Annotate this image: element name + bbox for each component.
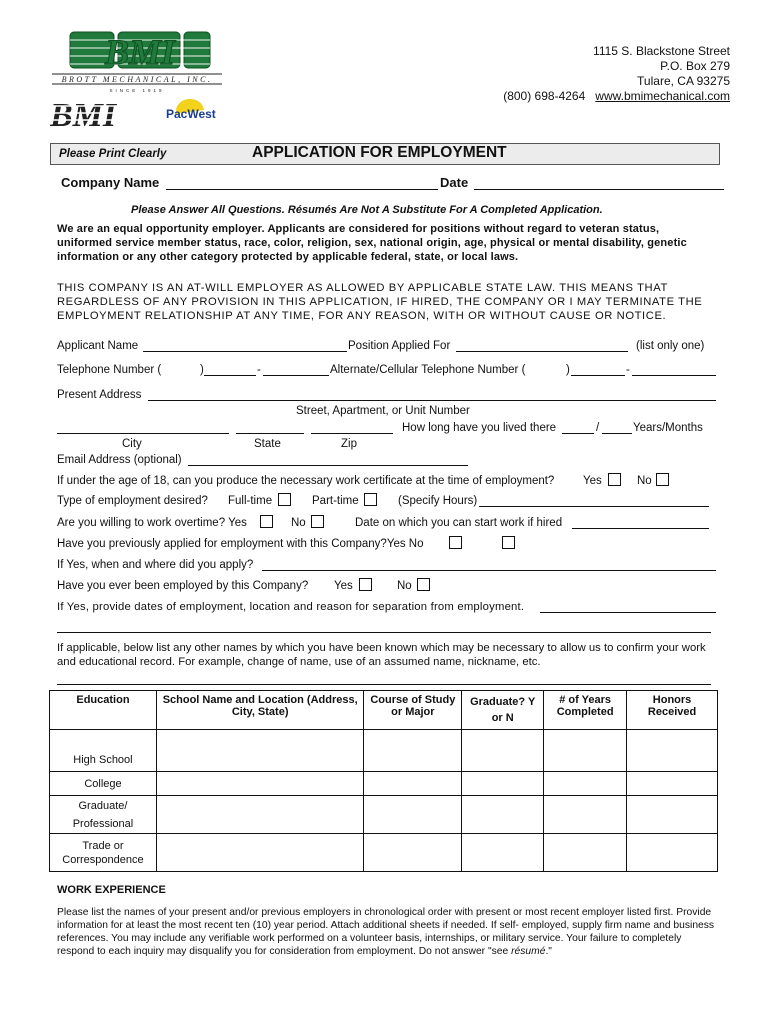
alt-telephone-prefix-field[interactable] <box>571 375 625 376</box>
alt-telephone-paren-close: ) <box>566 364 570 376</box>
row-label-college: College <box>50 772 157 796</box>
telephone-prefix-field[interactable] <box>204 375 256 376</box>
ever-employed-no-label: No <box>397 580 412 592</box>
table-cell[interactable] <box>156 772 364 796</box>
other-names-field[interactable] <box>57 684 711 685</box>
previously-applied-question: Have you previously applied for employment with this Company?Yes No <box>57 538 424 550</box>
education-table <box>49 690 718 872</box>
company-name-label: Company Name <box>61 175 160 190</box>
email-field[interactable] <box>188 465 468 466</box>
table-cell[interactable] <box>462 772 544 796</box>
part-time-label: Part-time <box>312 495 359 507</box>
street-address-field[interactable] <box>148 400 716 401</box>
applicant-name-label: Applicant Name <box>57 340 139 352</box>
months-field[interactable] <box>602 433 632 434</box>
table-row <box>50 730 718 772</box>
previously-applied-yes-checkbox[interactable] <box>449 536 462 549</box>
table-cell[interactable] <box>627 730 718 772</box>
years-field[interactable] <box>562 433 594 434</box>
alt-telephone-number-field[interactable] <box>632 375 716 376</box>
address-line2: P.O. Box 279 <box>660 59 730 73</box>
table-cell[interactable] <box>544 796 627 834</box>
telephone-paren-close: ) <box>200 364 204 376</box>
table-cell[interactable] <box>544 834 627 872</box>
table-cell[interactable] <box>462 796 544 834</box>
alt-telephone-dash: - <box>626 364 630 376</box>
bmi-pacwest-logo <box>50 96 230 130</box>
table-cell[interactable] <box>364 730 462 772</box>
course-header: Course of Study or Major <box>364 691 462 730</box>
table-cell[interactable] <box>627 834 718 872</box>
position-field[interactable] <box>456 351 628 352</box>
years-completed-header: # of Years Completed <box>544 691 627 730</box>
logo-since-text: SINCE 1919 <box>109 88 165 93</box>
alt-telephone-label: Alternate/Cellular Telephone Number ( <box>330 364 526 376</box>
start-date-field[interactable] <box>572 528 709 529</box>
other-names-text: If applicable, below list any other names by which you have been known which may be necessary to allow us to confirm your work and educational record. For example, change of name, use of an assumed name, nickname, etc. <box>57 642 706 668</box>
specify-hours-field[interactable] <box>479 506 709 507</box>
if-yes-dates-field-line2[interactable] <box>57 632 711 633</box>
honors-header: Honors Received <box>627 691 718 730</box>
years-months-label: Years/Months <box>633 422 703 434</box>
table-cell[interactable] <box>544 730 627 772</box>
specify-hours-label: (Specify Hours) <box>398 495 478 507</box>
work-experience-heading: WORK EXPERIENCE <box>57 884 166 896</box>
ever-employed-question: Have you ever been employed by this Company? <box>57 580 309 592</box>
overtime-yes-checkbox[interactable] <box>260 515 273 528</box>
telephone-number-field[interactable] <box>263 375 329 376</box>
full-time-label: Full-time <box>228 495 273 507</box>
email-label: Email Address (optional) <box>57 454 182 466</box>
table-cell[interactable] <box>544 772 627 796</box>
table-row <box>50 834 718 872</box>
table-row <box>50 796 718 834</box>
graduate-header: Graduate? Y or N <box>462 691 544 730</box>
work-experience-body: Please list the names of your present and/or previous employers in chronological order with present or most recent employer listed first. Provide information for at least the most recent ten (10) year period. Attach additional sheets if needed. If self- employed, supply firm name and business references. You may include any verifiable work performed on a volunteer basis, internships, or military service. Your failure to completely respond to each inquiry may disqualify you for consideration from employment. Do not answer "see <box>57 907 715 957</box>
state-label: State <box>254 438 281 450</box>
table-cell[interactable] <box>627 796 718 834</box>
overtime-question: Are you willing to work overtime? Yes <box>57 517 247 529</box>
if-yes-dates-label: If Yes, provide dates of employment, location and reason for separation from employment. <box>57 601 525 613</box>
under18-no-checkbox[interactable] <box>656 473 669 486</box>
education-header: Education <box>50 691 157 730</box>
row-label-graduate: Graduate/ Professional <box>50 796 157 834</box>
logo-pacwest-text: PacWest <box>166 107 216 121</box>
company-address <box>503 44 730 104</box>
logo-main-text: BMI <box>104 32 176 72</box>
under18-no-label: No <box>637 475 652 487</box>
row-label-high-school: High School <box>50 730 157 772</box>
work-experience-text <box>57 906 715 958</box>
present-address-label: Present Address <box>57 389 142 401</box>
overtime-no-label: No <box>291 517 306 529</box>
table-cell[interactable] <box>156 834 364 872</box>
street-hint: Street, Apartment, or Unit Number <box>296 405 470 417</box>
phone-number: (800) 698-4264 <box>503 89 586 103</box>
table-row <box>50 772 718 796</box>
part-time-checkbox[interactable] <box>364 493 377 506</box>
zip-label: Zip <box>341 438 357 450</box>
ever-employed-yes-label: Yes <box>334 580 353 592</box>
page-title: APPLICATION FOR EMPLOYMENT <box>252 144 507 161</box>
table-cell[interactable] <box>462 834 544 872</box>
address-line3: Tulare, CA 93275 <box>637 74 730 88</box>
city-field[interactable] <box>57 433 229 434</box>
date-field[interactable] <box>474 189 724 190</box>
telephone-dash: - <box>257 364 261 376</box>
logo-secondary-text: BMI <box>50 97 117 130</box>
if-yes-dates-field[interactable] <box>540 612 716 613</box>
ever-employed-yes-checkbox[interactable] <box>359 578 372 591</box>
position-label: Position Applied For <box>348 340 451 352</box>
table-cell[interactable] <box>462 730 544 772</box>
if-yes-when-field[interactable] <box>262 570 716 571</box>
telephone-label: Telephone Number ( <box>57 364 162 376</box>
list-only-one-note: (list only one) <box>636 340 705 352</box>
website-link[interactable]: www.bmimechanical.com <box>595 89 730 103</box>
overtime-no-checkbox[interactable] <box>311 515 324 528</box>
employment-type-question: Type of employment desired? <box>57 495 208 507</box>
table-cell[interactable] <box>364 796 462 834</box>
resume-word: résumé <box>511 946 546 957</box>
table-cell[interactable] <box>364 772 462 796</box>
under18-yes-checkbox[interactable] <box>608 473 621 486</box>
bmi-logo <box>52 28 222 98</box>
table-cell[interactable] <box>627 772 718 796</box>
instruction-text: Please Answer All Questions. Résumés Are Not A Substitute For A Completed Application. <box>131 204 603 216</box>
address-line1: 1115 S. Blackstone Street <box>593 44 730 58</box>
table-cell[interactable] <box>364 834 462 872</box>
print-clearly-note: Please Print Clearly <box>59 148 167 160</box>
start-date-label: Date on which you can start work if hired <box>355 517 563 529</box>
ever-employed-no-checkbox[interactable] <box>417 578 430 591</box>
school-header: School Name and Location (Address, City, State) <box>156 691 364 730</box>
applicant-name-field[interactable] <box>143 351 347 352</box>
previously-applied-no-checkbox[interactable] <box>502 536 515 549</box>
row-label-trade: Trade or Correspondence <box>50 834 157 872</box>
zip-field[interactable] <box>311 433 393 434</box>
table-cell[interactable] <box>156 730 364 772</box>
logo-company-text: BROTT MECHANICAL, INC. <box>61 75 213 84</box>
city-label: City <box>122 438 142 450</box>
date-label: Date <box>440 175 469 190</box>
state-field[interactable] <box>236 433 304 434</box>
at-will-statement: THIS COMPANY IS AN AT-WILL EMPLOYER AS ALLOWED BY APPLICABLE STATE LAW. THIS MEANS THAT REGARDLESS OF ANY PROVISION IN THIS APPLICATION, IF HIRED, THE COMPANY OR I MAY TERMINATE THE EMPLOYMENT RELATIONSHIP AT ANY TIME, FOR ANY REASON, WITH OR WITHOUT CAUSE OR NOTICE. <box>57 282 703 322</box>
work-experience-end: ." <box>545 946 552 957</box>
how-long-label: How long have you lived there <box>402 422 557 434</box>
under18-question: If under the age of 18, can you produce the necessary work certificate at the time of employment? <box>57 475 555 487</box>
company-name-field[interactable] <box>166 189 438 190</box>
full-time-checkbox[interactable] <box>278 493 291 506</box>
under18-yes-label: Yes <box>583 475 602 487</box>
table-cell[interactable] <box>156 796 364 834</box>
years-months-slash: / <box>596 422 600 434</box>
eeo-statement: We are an equal opportunity employer. Applicants are considered for positions without regard to veteran status, uniformed service member status, race, color, religion, sex, national origin, age, physical or mental disability, genetic information or any other category protected by applicable federal, state, or local laws. <box>57 223 687 263</box>
if-yes-when-label: If Yes, when and where did you apply? <box>57 559 254 571</box>
